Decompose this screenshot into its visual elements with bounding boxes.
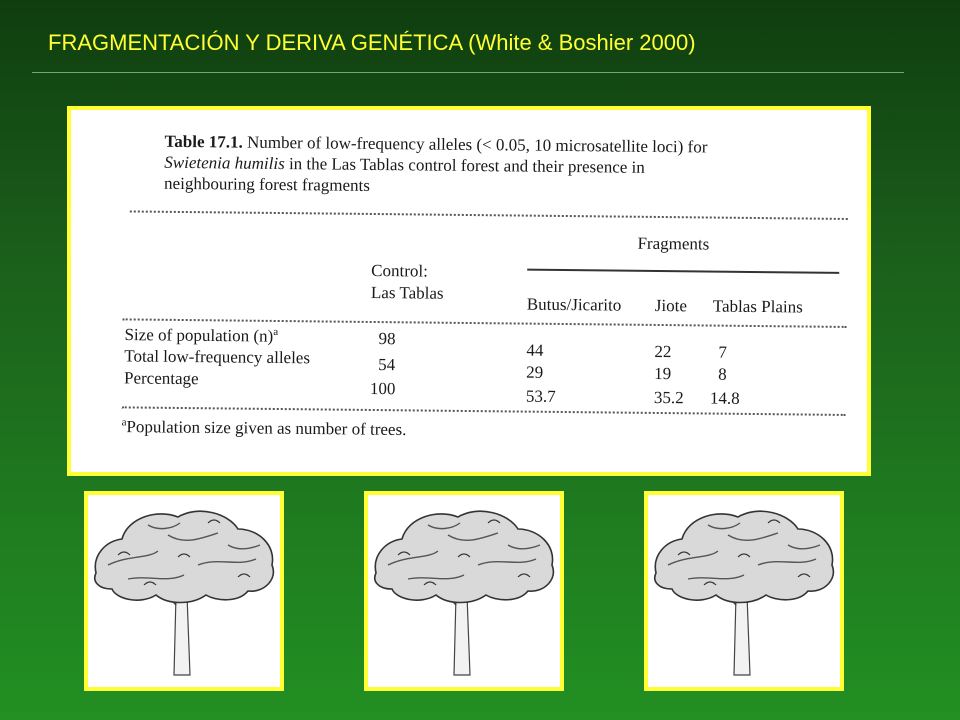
cell-size-tablas: 7 — [718, 342, 727, 362]
cell-size-jiote: 22 — [654, 341, 672, 362]
tree-illustration-icon — [88, 495, 280, 687]
table-caption — [164, 131, 865, 201]
footnote-mark: a — [121, 416, 127, 429]
cell-percentage-control: 100 — [369, 378, 396, 399]
caption-species: Swietenia humilis — [164, 152, 285, 174]
caption-label: Table 17.1. — [164, 131, 243, 152]
column-header-butus-jicarito: Butus/Jicarito — [526, 294, 622, 315]
title-divider — [32, 72, 904, 73]
control-header-line-2: Las Tablas — [370, 282, 444, 303]
row-label-alleles: Total low-frequency alleles — [124, 346, 311, 368]
row-label-percentage: Percentage — [123, 368, 199, 389]
cell-alleles-tablas: 8 — [718, 364, 727, 384]
cell-percentage-butus: 53.7 — [525, 386, 556, 406]
top-rule — [130, 210, 848, 220]
cell-percentage-jiote: 35.2 — [653, 387, 684, 408]
slide-title: FRAGMENTACIÓN Y DERIVA GENÉTICA (White & Boshier 2000) — [48, 30, 696, 55]
table-footnote — [121, 416, 406, 440]
caption-line-1: Number of low-frequency alleles (< 0.05, 10 microsatellite loci) for — [242, 132, 708, 157]
fragments-header: Fragments — [637, 233, 710, 254]
caption-line-3: neighbouring forest fragments — [164, 173, 371, 195]
caption-line-2: in the Las Tablas control forest and their presence in — [284, 154, 645, 177]
cell-size-control: 98 — [378, 329, 396, 349]
cell-alleles-jiote: 19 — [654, 363, 672, 384]
tree-image-3 — [644, 491, 844, 691]
fragments-underline — [527, 269, 839, 274]
row-label-size-sup: a — [273, 325, 279, 339]
column-header-jiote: Jiote — [654, 295, 688, 316]
row-label-size-text: Size of population (n) — [124, 325, 274, 346]
control-header-line-1: Control: — [371, 260, 428, 281]
footnote-text: Population size given as number of trees. — [126, 417, 407, 440]
tree-image-2 — [364, 491, 564, 691]
tree-illustration-icon — [368, 495, 560, 687]
row-label-size — [124, 324, 278, 346]
tree-illustration-icon — [648, 495, 840, 687]
column-header-tablas-plains: Tablas Plains — [712, 296, 803, 317]
cell-alleles-control: 54 — [378, 355, 396, 375]
cell-percentage-tablas: 14.8 — [709, 388, 740, 408]
cell-alleles-butus: 29 — [526, 362, 544, 382]
cell-size-butus: 44 — [526, 340, 544, 360]
tree-image-1 — [84, 491, 284, 691]
scanned-table — [69, 106, 869, 476]
table-image-frame — [67, 106, 871, 476]
